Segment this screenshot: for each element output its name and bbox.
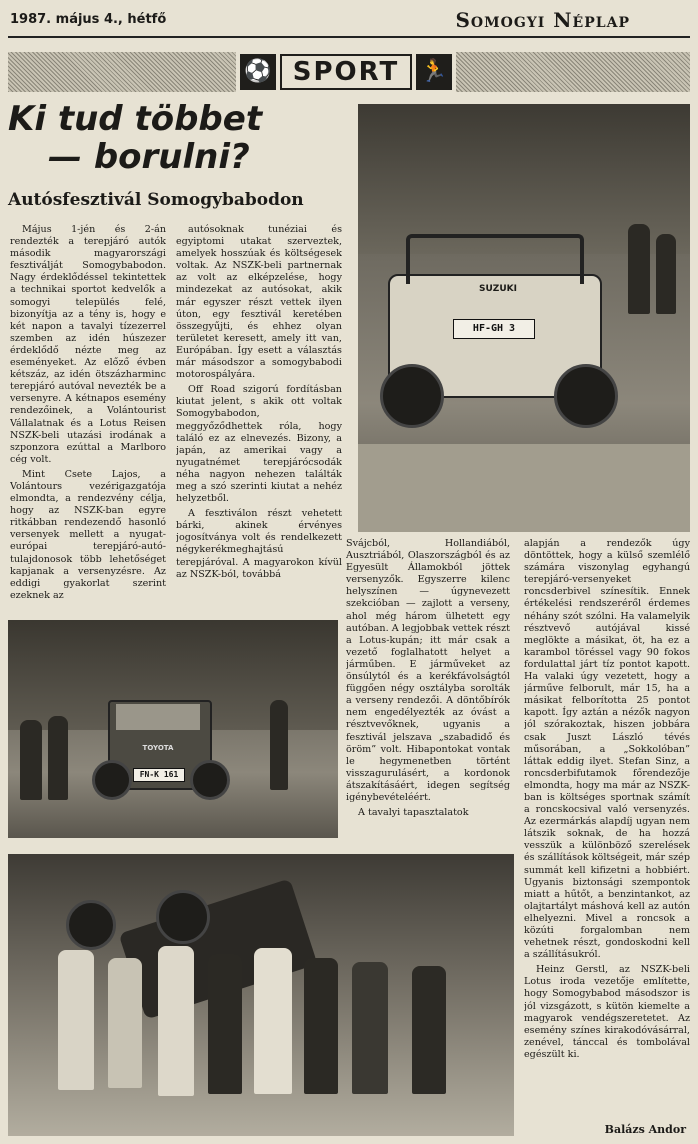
article-column-2 — [176, 224, 342, 614]
photo-jeep-forest — [8, 620, 338, 838]
paragraph: A fesztiválon részt vehetett bárki, akinek érvényes jogosítványa volt és rendelkezett négykerékmeghajtású terepjáróval. A magyarokon kívül az NSZK-ból, továbbá — [176, 508, 342, 580]
vehicle-brand-label: TOYOTA — [142, 744, 174, 752]
photo-jeep-hill-climb — [358, 104, 690, 532]
headline — [8, 100, 348, 176]
paragraph: autósoknak tunéziai és egyiptomi utakat szerveztek, amelyek hosszúak és költségesek voltak. Az NSZK-beli partnernak az volt az elképzelése, hogy mindezekat az autósokat, akik már egyszer részt vettek ilyen úton, egy fesztivál keretében összegyűjti, és ehhez olyan területet keresett, amely itt van, Európában. Így esett a választás már másodszor a somogybabodi motorospályára. — [176, 224, 342, 381]
license-plate: HF-GH 3 — [453, 319, 535, 339]
section-label: SPORT — [280, 54, 412, 90]
paragraph: Mint Csete Lajos, a Volántours vezérigazgatója elmondta, a rendezvény célja, hogy az NSZK-ban egyre ritkábban rendezendő hasonló versenyek mellett a nyugat-európai terepjáró-autó-tulajdonosok több lehetőséget kapjanak a versenyzésre. Az eddigi gyakorlat szerint ezeknek az — [10, 468, 166, 601]
paragraph: Svájcból, Hollandiából, Ausztriából, Olaszországból és az Egyesült Államokból jöttek versenyzők. Egyszerre kilenc helyszínen — úgynevezett szekcióban — zajlott a verseny, ahol még három ülhetett egy autóban. A legjobbak vettek részt a Lotus-kupán; itt már csak a vezető foglalhatott helyet a járműben. E járműveket az önsúlytól és a kerékfávolságtól függően négy osztályba sorolták a verseny rendezői. A döntőbírók nem engedélyezték az óvást a résztvevőknek, ugyanis a fesztivál jelszava „szabadidő és öröm” volt. Hibapontokat vontak le hegymenetben történt visszagurulásért, a kordonok átszakításáért, idegen segítség igénybevételéért. — [346, 538, 510, 803]
article-byline: Balázs Andor — [604, 1123, 686, 1136]
headline-line-2: — borulni? — [48, 137, 250, 177]
paragraph: alapján a rendezők úgy döntöttek, hogy a külső szemlélő számára viszonylag egyhangú terepjáró-versenyeket roncsderbivel színesítik. Ennek értékelési rendszeréről érdemes néhány szót szólni. Ha valamelyik résztvevő autójával kissé meglökte a másikat, öt, ha ez a karambol töréssel vagy 90 fokos fordulattal járt tíz pontot kapott. Ha valaki úgy vezetett, hogy a járműve felborult, már 15, ha a másikat felborította 25 pontot kapott. Így aztán a nézők nagyon jól szórakoztak, hiszen jobbára csak Juszt László tévés műsorában, a „Sokkolóban” láttak eddig ilyet. Stefan Sinz, a roncsderbifutamok főrendezője elmondta, hogy ma már az NSZK-ban is költséges sportnak számít a roncskocsival való versenyzés. Az ezermárkás alapdíj ugyan nem látszik soknak, de ha hozzá vesszük a különböző szerelések és szállítások költségeit, már szép summát kell kifizetni a hobbiért. Ugyanis biztonsági szempontok miatt a hűtőt, a benzintankot, az olajtartályt máshová kell az autón elhelyezni. Mivel a roncsok a közúti forgalomban nem vehetnek részt, gondoskodni kell a szállításukról. — [524, 538, 690, 961]
article-column-3 — [346, 538, 510, 850]
paragraph: A tavalyi tapasztalatok — [358, 807, 469, 819]
vehicle-brand-label: SUZUKI — [479, 284, 517, 294]
license-plate: FN-K 161 — [133, 768, 185, 782]
paragraph: Május 1-jén és 2-án rendezték a terepjáró autók második magyarországi fesztiválját Somogybabodon. Nagy érdeklődéssel tekintettek a technikai sportot kedvelők a somogyi település felé, bizonyítja az a tény is, hogy e két napon a tavalyi tízezerrel szemben az idén húszezer érdeklődő nézte meg az eseményeket. Az előző évben kétszáz, az idén ötszázharminc terepjáró autóval nevezték be a versenyre. A kétnapos esemény rendezőinek, a Volántourist Vállalatnak és a Lotus Reisen NSZK-beli utazási irodának a szponzora ezúttal a Marlboro cég volt. — [10, 224, 166, 465]
paragraph: Heinz Gerstl, az NSZK-beli Lotus iroda vezetője említette, hogy Somogybabod másodszor is jól vizsgázott, s kütön kiemelte a magyarok vendégszeretetet. Az esemény színes kirakodóvásárral, zenével, tánccal és tombolával egészült ki. — [524, 964, 690, 1060]
article-column-4 — [524, 538, 690, 1118]
section-banner — [236, 52, 456, 92]
newspaper-name: Somogyi Néplap — [455, 8, 630, 32]
article-column-1 — [10, 224, 166, 609]
article-subtitle: Autósfesztivál Somogybabodon — [8, 190, 304, 210]
soccer-player-icon: ⚽ — [240, 54, 276, 90]
headline-line-1: Ki tud többet — [8, 99, 263, 139]
photo-overturned-vehicle — [8, 854, 514, 1136]
masthead — [8, 6, 690, 38]
paragraph: Off Road szigorú fordításban kiutat jelent, s akik ott voltak Somogybabodon, meggyőződhettek róla, hogy találó ez az elnevezés. Bizony, a japán, az amerikai vagy a nyugatnémet terepjárócsodák néha nagyon nehezen találták meg a szó szerinti kiutat a nehéz helyzetből. — [176, 384, 342, 505]
issue-date: 1987. május 4., hétfő — [10, 12, 167, 27]
runner-icon: 🏃 — [416, 54, 452, 90]
